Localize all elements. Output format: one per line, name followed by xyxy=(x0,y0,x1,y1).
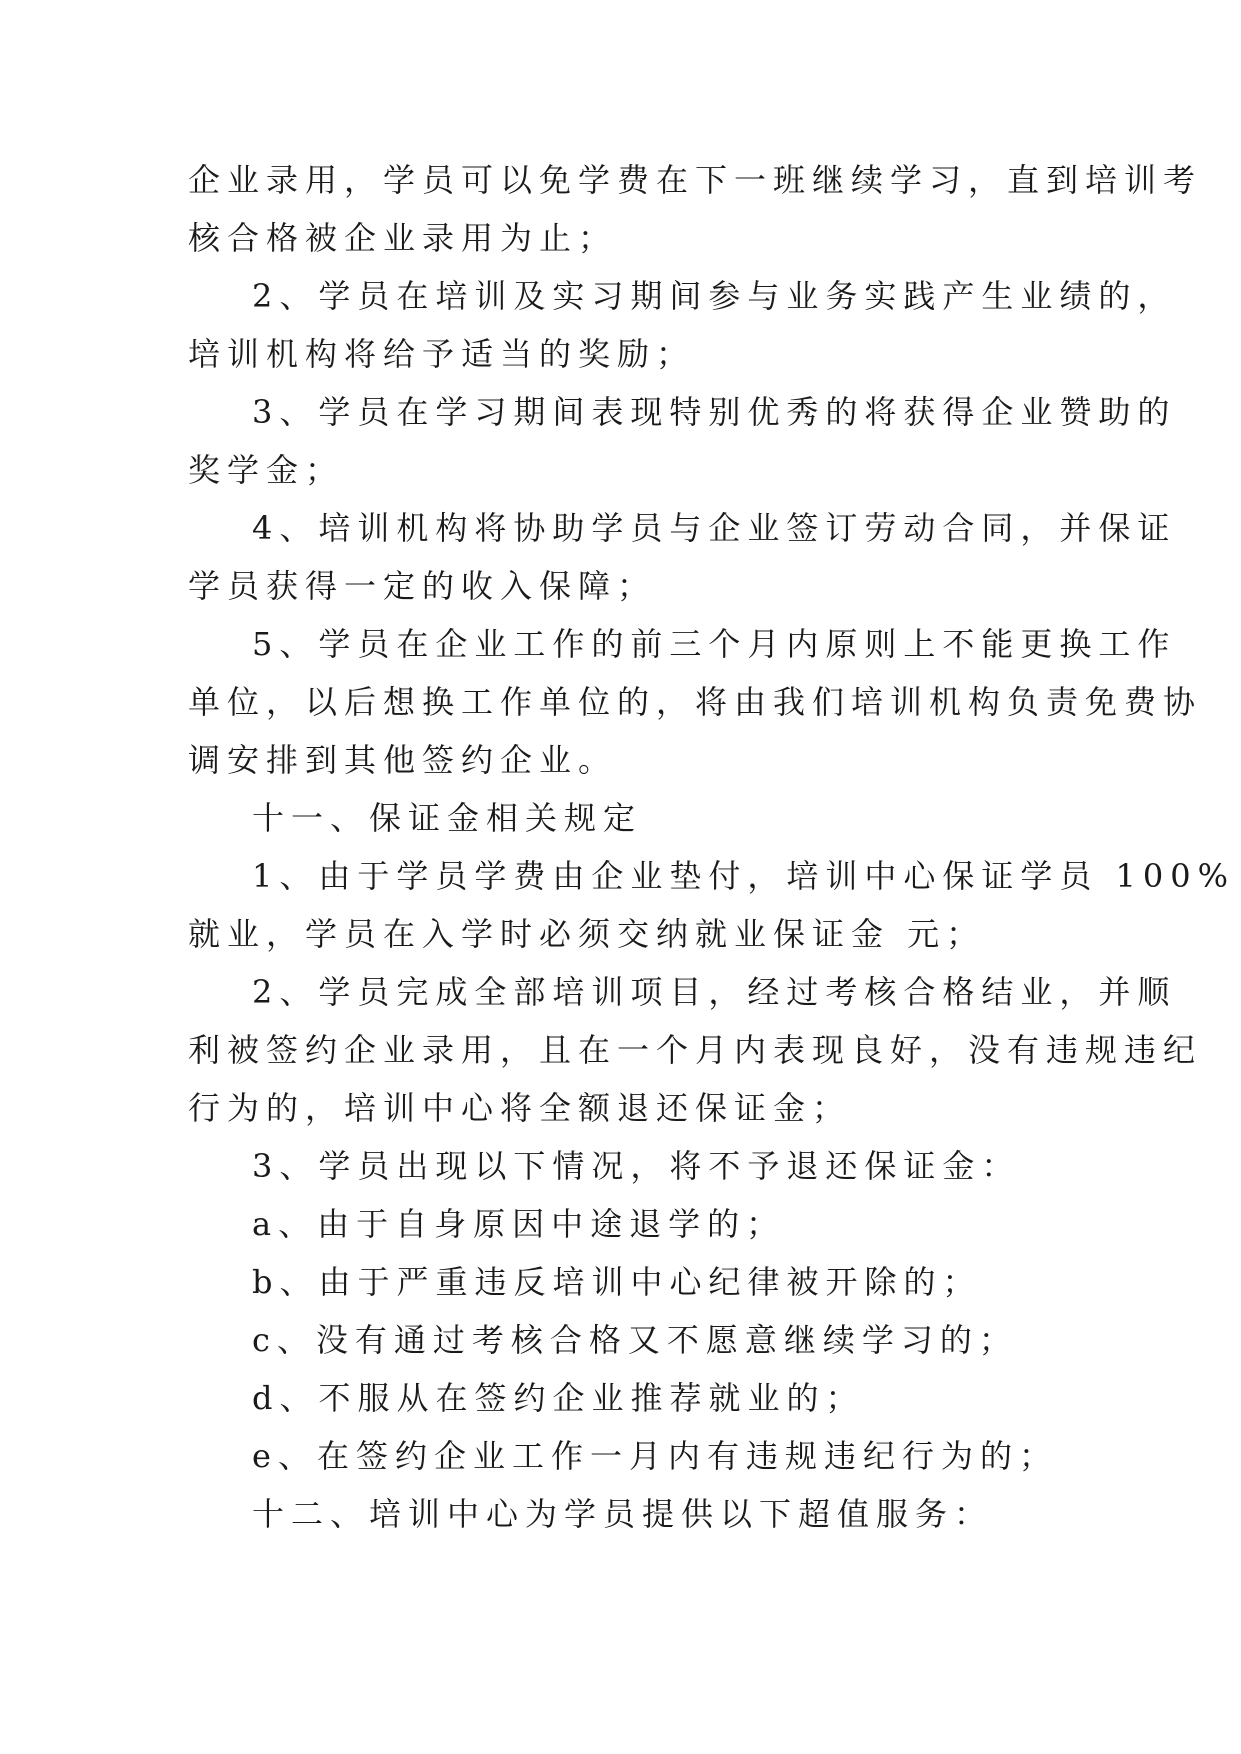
text-line: 企业录用，学员可以免学费在下一班继续学习，直到培训考 xyxy=(188,161,1203,199)
text-line: 奖学金； xyxy=(188,451,345,489)
list-item: a、由于自身原因中途退学的； xyxy=(252,1205,786,1243)
section-heading: 十二、培训中心为学员提供以下超值服务： xyxy=(252,1495,994,1533)
text-line: 培训机构将给予适当的奖励； xyxy=(188,335,696,373)
list-item: b、由于严重违反培训中心纪律被开除的； xyxy=(252,1263,982,1301)
text-line: 3、学员出现以下情况，将不予退还保证金： xyxy=(252,1147,1021,1185)
text-line: 3、学员在学习期间表现特别优秀的将获得企业赞助的 xyxy=(252,393,1177,431)
list-item: e、在签约企业工作一月内有违规违纪行为的； xyxy=(252,1437,1058,1475)
text-line: 调安排到其他签约企业。 xyxy=(188,741,618,779)
text-line: 就业，学员在入学时必须交纳就业保证金 元； xyxy=(188,915,986,953)
text-line: 单位，以后想换工作单位的，将由我们培训机构负责免费协 xyxy=(188,683,1203,721)
text-line: 1、由于学员学费由企业垫付，培训中心保证学员 100% xyxy=(252,857,1236,895)
section-heading: 十一、保证金相关规定 xyxy=(252,799,643,837)
list-item: d、不服从在签约企业推荐就业的； xyxy=(252,1379,865,1417)
text-line: 2、学员完成全部培训项目，经过考核合格结业，并顺 xyxy=(252,973,1177,1011)
list-item: c、没有通过考核合格又不愿意继续学习的； xyxy=(252,1321,1018,1359)
text-line: 利被签约企业录用，且在一个月内表现良好，没有违规违纪 xyxy=(188,1031,1203,1069)
text-line: 学员获得一定的收入保障； xyxy=(188,567,657,605)
text-line: 行为的，培训中心将全额退还保证金； xyxy=(188,1089,852,1127)
text-line: 2、学员在培训及实习期间参与业务实践产生业绩的， xyxy=(252,277,1177,315)
text-line: 5、学员在企业工作的前三个月内原则上不能更换工作 xyxy=(252,625,1177,663)
text-line: 核合格被企业录用为止； xyxy=(188,219,618,257)
text-line: 4、培训机构将协助学员与企业签订劳动合同，并保证 xyxy=(252,509,1177,547)
